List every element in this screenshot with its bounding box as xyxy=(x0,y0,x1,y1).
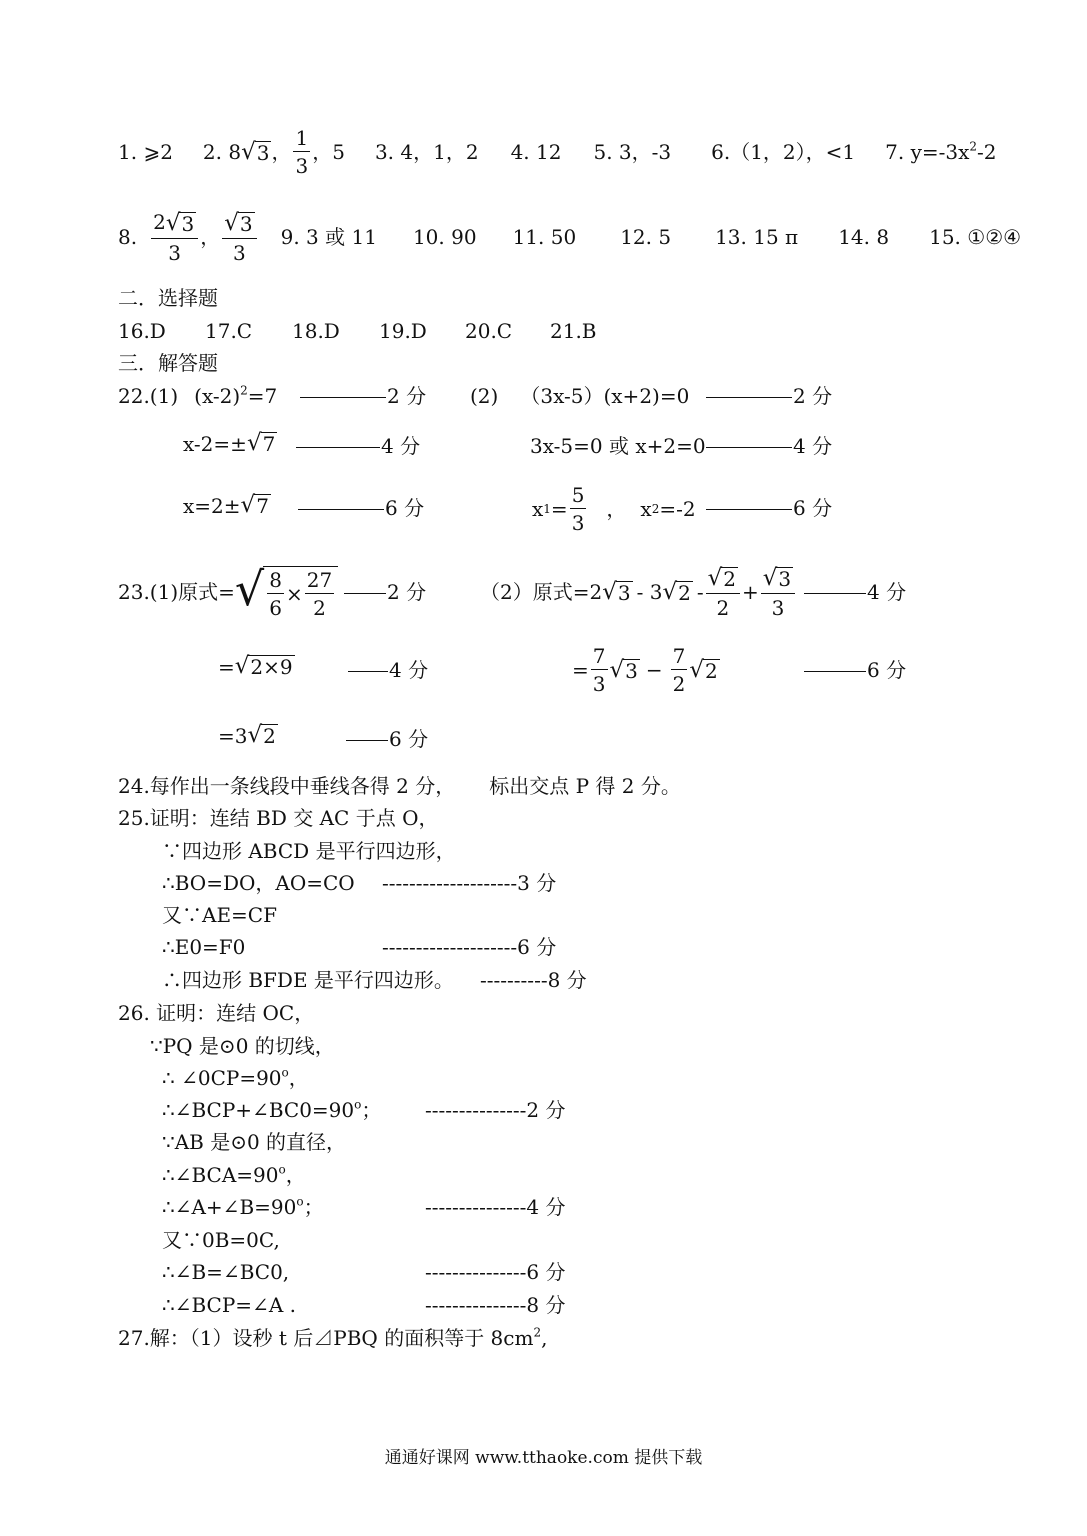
q25-line-2: ∵四边形 ABCD 是平行四边形， xyxy=(162,839,456,863)
q26-line-7-score: ---------------4 分 xyxy=(425,1195,566,1219)
answer-4: 4. 12 xyxy=(510,140,562,164)
choice-answer: 18.D xyxy=(292,319,340,343)
q26-line-10-score: ---------------8 分 xyxy=(425,1293,566,1317)
q23-row1b-score: 4 分 xyxy=(804,582,906,602)
q26-line-6: $\therefore\angle BCA=90^o$， xyxy=(162,1162,306,1187)
choice-answer: 20.C xyxy=(465,319,513,343)
choice-answer: 21.B xyxy=(550,319,597,343)
q26-line-9: ∴∠B=∠BC0, xyxy=(162,1260,290,1284)
sqrt-symbol: √ 3 xyxy=(241,138,270,165)
q26-line-4: $\therefore\angle BCP+\angle BC0=90^o$； xyxy=(162,1097,382,1122)
q26-line-9-score: ---------------6 分 xyxy=(425,1260,566,1284)
answer-13: 13. 15 π xyxy=(715,225,799,249)
q25-line-6: ∴四边形 BFDE 是平行四边形。 xyxy=(162,968,454,992)
q26-line-3: ∴ $\angle 0CP=90^o$， xyxy=(162,1065,309,1090)
answer-1: 1. ⩾2 xyxy=(118,140,173,164)
answer-line-2 xyxy=(118,208,1021,266)
answer-7: 7. $y=-3x^2-2$ xyxy=(885,139,997,164)
choice-answer: 17.C xyxy=(205,319,253,343)
q22-row2-right: 3x-5=0 或 x+2=0 xyxy=(530,434,706,458)
answer-line-1: 1. ⩾2 2. 8 √ 3 ， $\frac{1}{3}$ ，5 3. 4，1，2 4. 12 5. 3，-3 6.（1，2），<1 7. $y=-3x^2-2$ xyxy=(118,126,997,178)
q22-row1-left: 22.(1) $(x-2)^2=7$ xyxy=(118,383,278,408)
q25-line-5-score: --------------------6 分 xyxy=(382,935,557,959)
q26-line-2: ∵PQ 是⊙0 的切线， xyxy=(150,1034,335,1058)
q23-row2-right: = $\frac{7}{3}$ √ 3 − $\frac{7}{2}$ √ 2 xyxy=(572,644,718,696)
q23-row2-left: = √ 2×9 xyxy=(218,653,293,679)
q25-line-4: 又∵AE=CF xyxy=(162,903,277,927)
answer-14: 14. 8 xyxy=(838,225,890,249)
answer-2-prefix: 2. 8 xyxy=(202,140,242,164)
fraction: √ 3 3 xyxy=(222,212,256,263)
section-title-choice: 二．选择题 xyxy=(118,286,218,310)
q25-line-5: ∴E0=F0 xyxy=(162,935,246,959)
q24-line: 24.每作出一条线段中垂线各得 2 分， 标出交点 P 得 2 分。 xyxy=(118,774,681,798)
choice-answer: 19.D xyxy=(379,319,427,343)
choice-answer: 16.D xyxy=(118,319,166,343)
q23-row2-score: 4 分 xyxy=(348,660,428,680)
section-title-solve: 三．解答题 xyxy=(118,351,218,375)
q22-row2-left: x-2=± √ 7 xyxy=(183,430,276,456)
q25-line-6-score: ----------8 分 xyxy=(480,968,587,992)
page-footer: 通通好课网 www.tthaoke.com 提供下载 xyxy=(384,1448,703,1468)
q26-line-10: ∴∠BCP=∠A . xyxy=(162,1293,296,1317)
q27-line-1: 27.解：（1）设秒 t 后⊿PBQ 的面积等于 $8cm^2$, xyxy=(118,1325,548,1350)
answer-9: 9. 3 或 11 xyxy=(280,225,377,249)
q23-row2b-score: 6 分 xyxy=(804,660,906,680)
fraction: 2 √ 3 3 xyxy=(151,212,198,263)
answer-10: 10. 90 xyxy=(412,225,477,249)
q23-row3-left: =3 √ 2 xyxy=(218,722,276,748)
answer-5: 5. 3，-3 xyxy=(593,140,672,164)
q22-row3-score: 6 分 xyxy=(298,498,424,518)
q25-line-3: ∴BO=DO，AO=CO xyxy=(162,871,355,895)
answer-11: 11. 50 xyxy=(512,225,577,249)
answer-2-suffix: ，5 xyxy=(312,140,345,164)
answer-3: 3. 4，1，2 xyxy=(374,140,479,164)
q22-row1-score: 2 分 xyxy=(300,386,426,406)
q23-row1-right: （2）原式= 2 √ 3 - 3 √ 2 - √ 2 2 + √ 3 3 xyxy=(480,560,797,624)
q22-row3b-score: 6 分 xyxy=(706,498,832,518)
q23-row1-left: 23.(1)原式= √ $\frac{8}{6}$ × $\frac{27}{2}$ xyxy=(118,560,338,624)
q22-row3-right: x 1 = $\frac{5}{3}$ ， x 2 =-2 xyxy=(532,483,696,535)
q26-line-4-score: ---------------2 分 xyxy=(425,1098,566,1122)
q23-row1-score: 2 分 xyxy=(344,582,426,602)
q26-line-7: $\therefore\angle A+\angle B=90^o$； xyxy=(162,1194,324,1219)
separator: ， xyxy=(200,225,221,249)
sqrt-symbol: √ $\frac{8}{6}$ × $\frac{27}{2}$ xyxy=(235,566,338,618)
q22-row2-score: 4 分 xyxy=(296,436,420,456)
answer-8-prefix: 8. xyxy=(118,225,138,249)
q26-line-5: ∵AB 是⊙0 的直径， xyxy=(162,1130,347,1154)
q22-row2b-score: 4 分 xyxy=(706,436,832,456)
answer-12: 12. 5 xyxy=(620,225,672,249)
q22-row1-right: (2) （3x-5）(x+2)=0 xyxy=(470,384,690,408)
fraction: $\frac{1}{3}$ xyxy=(295,126,309,178)
q25-line-3-score: --------------------3 分 xyxy=(382,871,557,895)
q26-line-1: 26. 证明：连结 OC， xyxy=(118,1001,315,1025)
q22-row3-left: x=2± √ 7 xyxy=(183,492,269,518)
answer-6: 6.（1，2），<1 xyxy=(711,140,856,164)
answer-15: 15. ①②④ xyxy=(929,225,1022,249)
q25-line-1: 25.证明：连结 BD 交 AC 于点 O， xyxy=(118,806,439,830)
q26-line-8: 又∵0B=0C, xyxy=(162,1228,280,1252)
q22-row1b-score: 2 分 xyxy=(706,386,832,406)
q23-row3-score: 6 分 xyxy=(346,729,428,749)
